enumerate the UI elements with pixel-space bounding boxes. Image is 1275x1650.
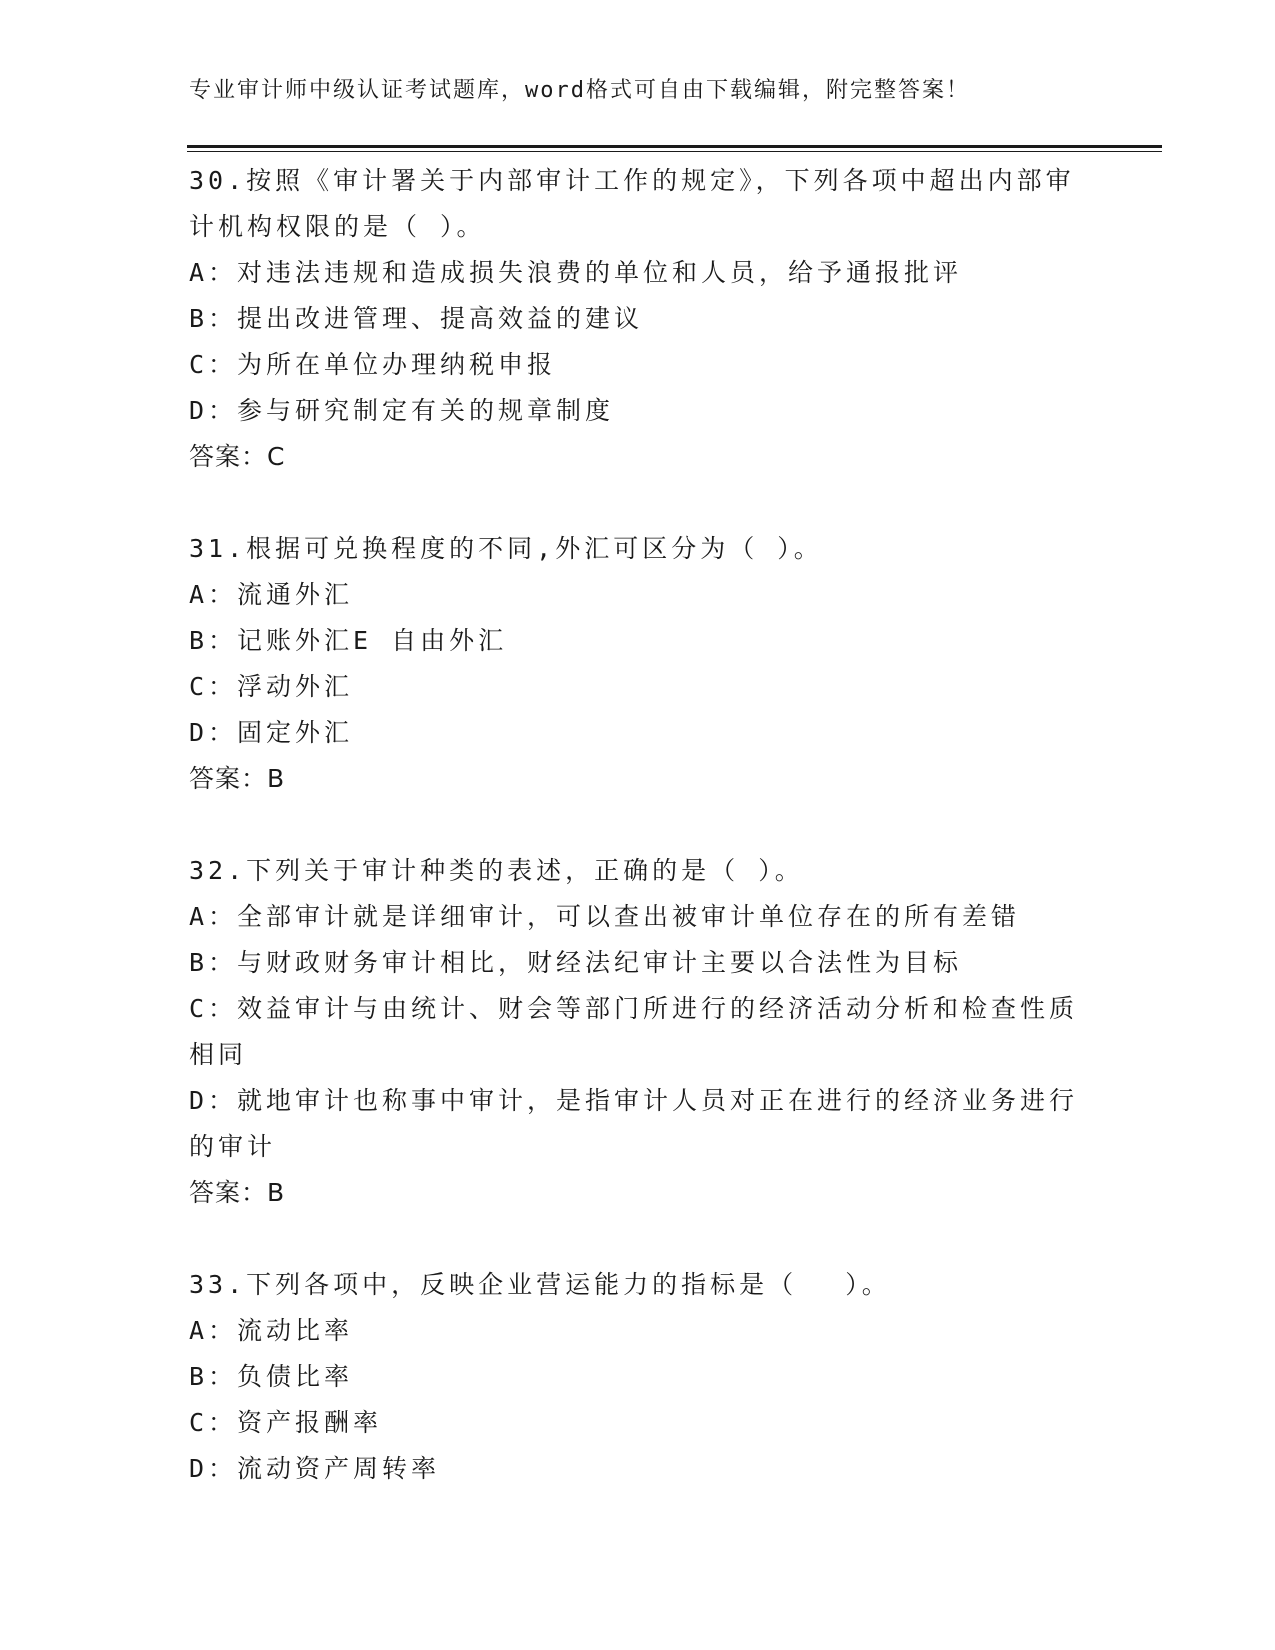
- option-d: D：流动资产周转率: [189, 1454, 441, 1483]
- question-stem: 31.根据可兑换程度的不同,外汇可区分为（ ）。: [189, 534, 823, 563]
- option-d: D：参与研究制定有关的规章制度: [189, 396, 615, 425]
- question-30: [189, 158, 1089, 480]
- question-33: [189, 1262, 1089, 1492]
- option-c: C：效益审计与由统计、财会等部门所进行的经济活动分析和检查性质: [189, 994, 1079, 1023]
- option-a: A：全部审计就是详细审计，可以查出被审计单位存在的所有差错: [189, 902, 1021, 931]
- answer: 答案：C: [189, 442, 286, 471]
- option-c: C：浮动外汇: [189, 672, 354, 701]
- option-b: B：记账外汇E 自由外汇: [189, 626, 508, 655]
- option-a: A：流通外汇: [189, 580, 354, 609]
- header-divider-thin: [187, 151, 1162, 152]
- option-b: B：负债比率: [189, 1362, 354, 1391]
- option-b: B：与财政财务审计相比，财经法纪审计主要以合法性为目标: [189, 948, 963, 977]
- page-header: 专业审计师中级认证考试题库，word格式可自由下载编辑，附完整答案！: [189, 78, 970, 103]
- option-d: D：固定外汇: [189, 718, 354, 747]
- question-stem: 计机构权限的是（ ）。: [189, 212, 486, 241]
- option-c: C：资产报酬率: [189, 1408, 383, 1437]
- question-list: [189, 158, 1089, 1492]
- question-stem: 33.下列各项中，反映企业营运能力的指标是（ ）。: [189, 1270, 891, 1299]
- question-stem: 32.下列关于审计种类的表述，正确的是（ ）。: [189, 856, 804, 885]
- option-c: C：为所在单位办理纳税申报: [189, 350, 557, 379]
- option-d-continued: 的审计: [189, 1132, 277, 1161]
- question-31: [189, 526, 1089, 802]
- option-a: A：对违法违规和造成损失浪费的单位和人员，给予通报批评: [189, 258, 963, 287]
- option-b: B：提出改进管理、提高效益的建议: [189, 304, 644, 333]
- option-d: D：就地审计也称事中审计，是指审计人员对正在进行的经济业务进行: [189, 1086, 1079, 1115]
- option-a: A：流动比率: [189, 1316, 354, 1345]
- header-divider-thick: [187, 145, 1162, 148]
- answer: 答案：B: [189, 764, 286, 793]
- option-c-continued: 相同: [189, 1040, 248, 1069]
- question-stem: 30.按照《审计署关于内部审计工作的规定》，下列各项中超出内部审: [189, 166, 1075, 195]
- answer: 答案：B: [189, 1178, 286, 1207]
- question-32: [189, 848, 1089, 1216]
